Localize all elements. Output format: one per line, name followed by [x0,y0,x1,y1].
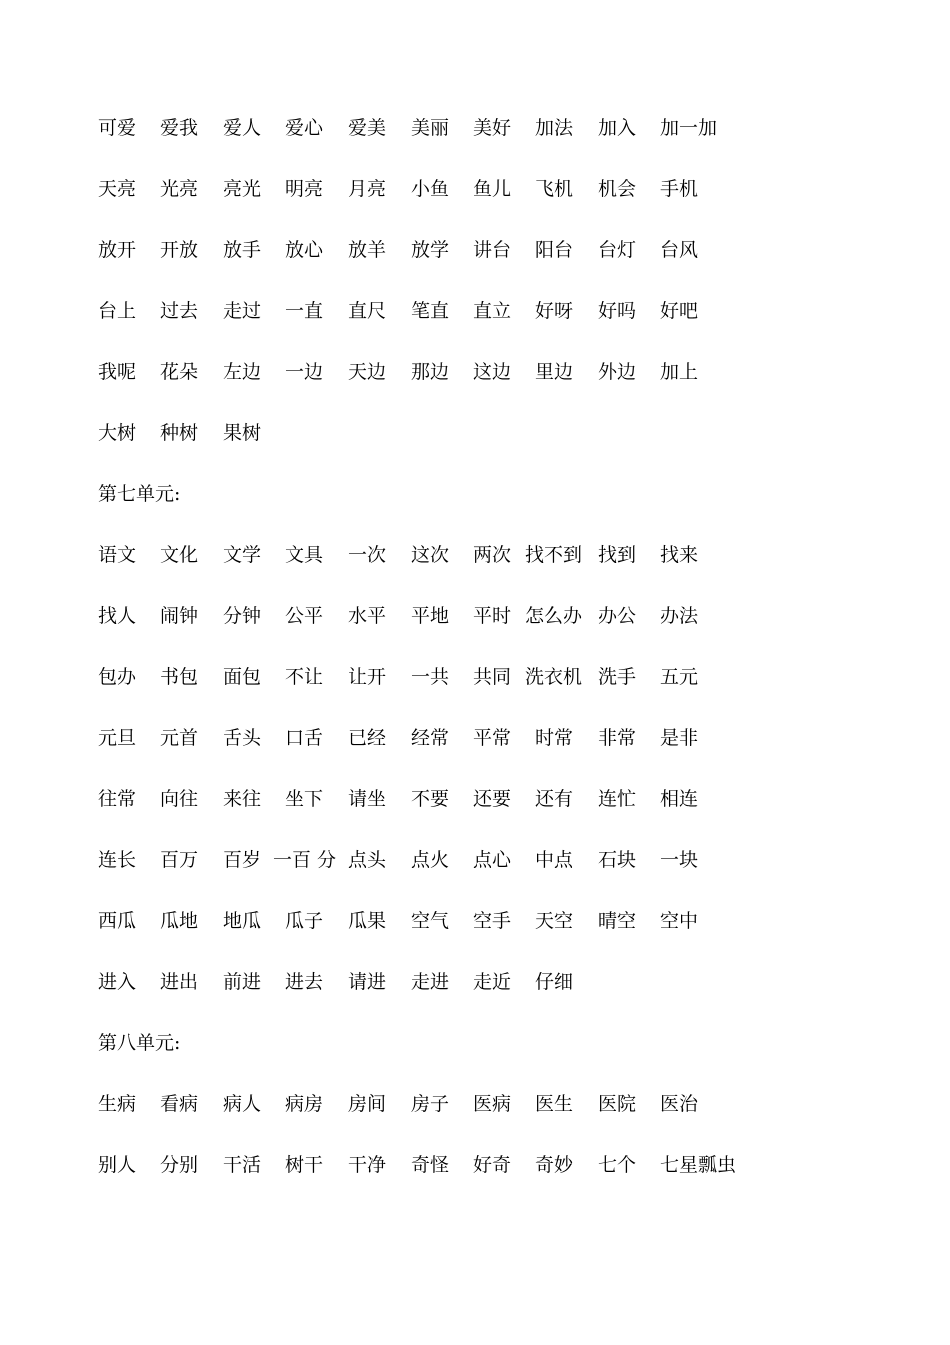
vocab-word: 光亮 [160,178,199,200]
word-row [98,724,838,752]
vocab-word: 笔直 [411,300,450,322]
vocab-word: 那边 [411,361,450,383]
vocab-word: 放心 [285,239,324,261]
vocab-word: 我呢 [98,361,137,383]
vocab-word: 坐下 [285,788,324,810]
vocab-word: 直尺 [348,300,387,322]
vocab-word: 不让 [285,666,324,688]
vocab-word: 明亮 [285,178,324,200]
word-row [98,1090,838,1118]
vocab-word: 文学 [223,544,262,566]
vocab-word: 生病 [98,1093,137,1115]
vocab-word: 加上 [660,361,699,383]
vocab-word: 百岁 [223,849,262,871]
vocab-word: 这次 [411,544,450,566]
vocab-word: 口舌 [285,727,324,749]
vocab-word: 找人 [98,605,137,627]
vocab-word: 舌头 [223,727,262,749]
vocab-word: 包办 [98,666,137,688]
vocab-word: 一次 [348,544,387,566]
vocab-word: 鱼儿 [473,178,512,200]
vocab-word: 时常 [535,727,574,749]
vocab-word: 外边 [598,361,637,383]
word-row [98,175,838,203]
vocab-word: 美好 [473,117,512,139]
vocab-word: 大树 [98,422,137,444]
vocab-word: 爱人 [223,117,262,139]
vocab-word: 百万 [160,849,199,871]
vocab-word: 阳台 [535,239,574,261]
vocab-word: 水平 [348,605,387,627]
vocab-word: 飞机 [535,178,574,200]
vocab-word: 医治 [660,1093,699,1115]
vocab-word: 病人 [223,1093,262,1115]
vocab-word: 直立 [473,300,512,322]
vocab-word: 这边 [473,361,512,383]
vocab-word: 走过 [223,300,262,322]
vocab-word: 瓜果 [348,910,387,932]
vocab-word: 种树 [160,422,199,444]
vocab-word: 两次 [473,544,512,566]
vocab-word: 亮光 [223,178,262,200]
vocab-word: 点火 [411,849,450,871]
word-row [98,114,838,142]
section-heading: 第八单元: [98,1032,181,1054]
vocab-word: 来往 [223,788,262,810]
vocab-word: 瓜子 [285,910,324,932]
vocab-word: 天空 [535,910,574,932]
vocab-word: 还要 [473,788,512,810]
vocab-word: 怎么办 [525,605,583,627]
vocab-word: 已经 [348,727,387,749]
word-row [98,358,838,386]
vocab-word: 一直 [285,300,324,322]
vocab-word: 地瓜 [223,910,262,932]
vocab-word: 花朵 [160,361,199,383]
word-row [98,907,838,935]
vocab-word: 树干 [285,1154,324,1176]
vocab-word: 一共 [411,666,450,688]
vocab-word: 好奇 [473,1154,512,1176]
vocab-word: 开放 [160,239,199,261]
vocab-word: 手机 [660,178,699,200]
vocab-word: 好呀 [535,300,574,322]
vocab-word: 看病 [160,1093,199,1115]
vocab-word: 文具 [285,544,324,566]
vocab-word: 面包 [223,666,262,688]
word-row [98,785,838,813]
vocab-word: 进去 [285,971,324,993]
vocab-word: 向往 [160,788,199,810]
vocab-word: 医病 [473,1093,512,1115]
vocab-word: 前进 [223,971,262,993]
vocab-word: 不要 [411,788,450,810]
vocab-word: 点头 [348,849,387,871]
vocab-word: 请进 [348,971,387,993]
vocab-word: 爱我 [160,117,199,139]
vocab-word: 房子 [411,1093,450,1115]
vocab-word: 进出 [160,971,199,993]
vocab-word: 公平 [285,605,324,627]
vocab-word: 进入 [98,971,137,993]
vocab-word: 分钟 [223,605,262,627]
vocab-word: 放开 [98,239,137,261]
vocab-word: 一百 分 [273,849,337,871]
vocab-word: 平时 [473,605,512,627]
vocab-word: 文化 [160,544,199,566]
vocab-word: 台上 [98,300,137,322]
vocab-word: 好吗 [598,300,637,322]
vocab-word: 找到 [598,544,637,566]
vocab-word: 找来 [660,544,699,566]
vocab-word: 一边 [285,361,324,383]
vocab-word: 加法 [535,117,574,139]
vocab-word: 空手 [473,910,512,932]
vocab-word: 天边 [348,361,387,383]
vocab-word: 瓜地 [160,910,199,932]
vocab-word: 好吧 [660,300,699,322]
vocab-word: 空气 [411,910,450,932]
vocab-word: 爱心 [285,117,324,139]
vocab-word: 是非 [660,727,699,749]
section-heading: 第七单元: [98,483,181,505]
vocab-word: 元首 [160,727,199,749]
vocab-word: 过去 [160,300,199,322]
vocab-word: 可爱 [98,117,137,139]
vocab-word: 小鱼 [411,178,450,200]
vocab-word: 走近 [473,971,512,993]
vocab-word: 加一加 [660,117,718,139]
vocab-word: 平常 [473,727,512,749]
vocab-word: 加入 [598,117,637,139]
vocab-word: 相连 [660,788,699,810]
vocab-word: 连长 [98,849,137,871]
word-row [98,297,838,325]
vocab-word: 办法 [660,605,699,627]
vocab-word: 找不到 [525,544,583,566]
vocab-word: 放学 [411,239,450,261]
vocab-word: 洗手 [598,666,637,688]
vocab-word: 连忙 [598,788,637,810]
vocab-word: 点心 [473,849,512,871]
vocab-word: 月亮 [348,178,387,200]
vocab-word: 中点 [535,849,574,871]
vocab-word: 洗衣机 [525,666,583,688]
word-row [98,968,838,996]
vocab-word: 台风 [660,239,699,261]
vocab-word: 平地 [411,605,450,627]
vocab-word: 空中 [660,910,699,932]
vocab-word: 往常 [98,788,137,810]
vocab-word: 经常 [411,727,450,749]
vocab-word: 干活 [223,1154,262,1176]
vocab-word: 办公 [598,605,637,627]
vocab-word: 病房 [285,1093,324,1115]
vocab-word: 五元 [660,666,699,688]
vocab-word: 美丽 [411,117,450,139]
word-row [98,419,838,447]
vocab-word: 非常 [598,727,637,749]
vocab-word: 晴空 [598,910,637,932]
vocab-word: 奇妙 [535,1154,574,1176]
vocab-word: 七个 [598,1154,637,1176]
word-row [98,1151,838,1179]
vocab-word: 医院 [598,1093,637,1115]
word-row [98,541,838,569]
vocab-word: 还有 [535,788,574,810]
vocab-word: 台灯 [598,239,637,261]
vocab-word: 放羊 [348,239,387,261]
vocab-word: 医生 [535,1093,574,1115]
vocab-word: 里边 [535,361,574,383]
word-row [98,602,838,630]
vocab-word: 讲台 [473,239,512,261]
vocab-word: 共同 [473,666,512,688]
vocab-word: 石块 [598,849,637,871]
vocab-word: 走进 [411,971,450,993]
vocab-word: 机会 [598,178,637,200]
vocab-word: 一块 [660,849,699,871]
vocab-word: 仔细 [535,971,574,993]
vocab-word: 七星瓢虫 [660,1154,737,1176]
word-row [98,236,838,264]
vocab-word: 放手 [223,239,262,261]
word-row [98,663,838,691]
word-row [98,846,838,874]
vocab-word: 干净 [348,1154,387,1176]
vocab-word: 左边 [223,361,262,383]
vocab-word: 奇怪 [411,1154,450,1176]
vocab-word: 西瓜 [98,910,137,932]
vocab-word: 果树 [223,422,262,444]
vocab-word: 元旦 [98,727,137,749]
vocab-word: 让开 [348,666,387,688]
vocab-word: 分别 [160,1154,199,1176]
vocab-word: 请坐 [348,788,387,810]
vocab-word: 天亮 [98,178,137,200]
vocab-word: 闹钟 [160,605,199,627]
vocab-word: 爱美 [348,117,387,139]
vocab-word: 语文 [98,544,137,566]
vocab-word: 别人 [98,1154,137,1176]
vocab-word: 书包 [160,666,199,688]
vocab-word: 房间 [348,1093,387,1115]
